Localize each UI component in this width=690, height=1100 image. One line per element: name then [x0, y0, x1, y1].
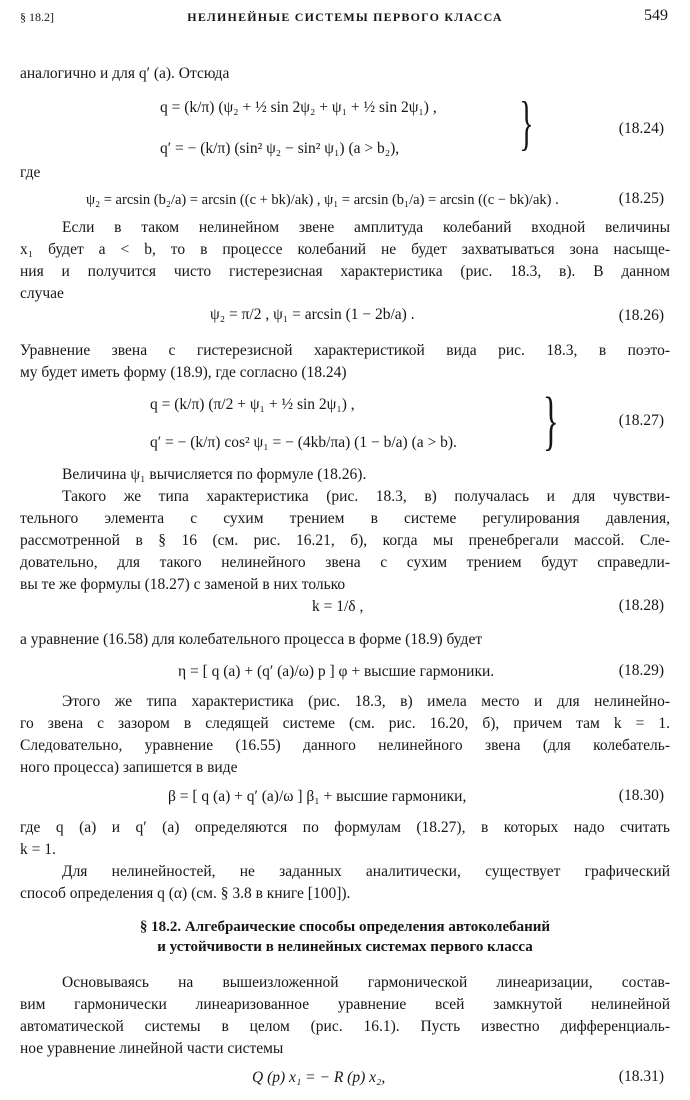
equation-18-26: ψ₂ = π/2 , ψ₁ = arcsin (1 − 2b/a) .	[210, 306, 415, 323]
text-line: Следовательно, уравнение (16.55) данного нелинейного звена (для колебатель-	[20, 737, 670, 754]
text-line: автоматической системы в целом (рис. 16.1). Пусть известно дифференциаль-	[20, 1018, 670, 1035]
text-line: Если в таком нелинейном звене амплитуда колебаний входной величины	[62, 219, 670, 236]
right-brace: }	[519, 90, 534, 156]
text-line: способ определения q (α) (см. § 3.8 в книге [100]).	[20, 885, 351, 902]
right-brace: }	[542, 384, 559, 457]
equation-number: (18.28)	[618, 597, 664, 614]
equation-number: (18.25)	[618, 190, 664, 207]
equation-18-31: Q (p) x₁ = − R (p) x₂,	[252, 1069, 386, 1086]
section-heading-line-1: § 18.2. Алгебраические способы определения автоколебаний	[139, 919, 551, 935]
text-line: а уравнение (16.58) для колебательного процесса в форме (18.9) будет	[20, 631, 483, 648]
equation-18-27-b: q′ = − (k/π) cos² ψ₁ = − (4kb/πa) (1 − b/a) (a > b).	[150, 434, 457, 451]
text-line: го звена с зазором в следящей системе (см. рис. 16.20, б), причем там k = 1.	[20, 715, 670, 732]
section-heading-line-2: и устойчивости в нелинейных системах первого класса	[157, 939, 533, 955]
equation-18-27-a: q = (k/π) (π/2 + ψ₁ + ½ sin 2ψ₁) ,	[150, 396, 355, 413]
equation-18-28: k = 1/δ ,	[312, 598, 364, 615]
section-ref: § 18.2]	[20, 10, 54, 24]
equation-number: (18.26)	[618, 307, 664, 324]
text-line: рассмотренной в § 16 (см. рис. 16.21, б), когда мы пренебрегали массой. Сле-	[20, 532, 670, 549]
text-line: x₁ будет a < b, то в процессе колебаний не будет захватываться зона насыще-	[20, 241, 670, 258]
equation-18-24-a: q = (k/π) (ψ₂ + ½ sin 2ψ₂ + ψ₁ + ½ sin 2ψ₁) ,	[160, 99, 437, 116]
text-line: Уравнение звена с гистерезисной характеристикой вида рис. 18.3, в поэто-	[20, 342, 670, 359]
text-line: му будет иметь форму (18.9), где согласно (18.24)	[20, 364, 347, 381]
equation-number: (18.29)	[618, 662, 664, 679]
text-line: где	[20, 164, 41, 181]
text-line: Такого же типа характеристика (рис. 18.3, в) получалась и для чувстви-	[62, 488, 670, 505]
text-line: ния и получится чисто гистерезисная характеристика (рис. 18.3, в). В данном	[20, 263, 670, 280]
equation-18-25: ψ₂ = arcsin (b₂/a) = arcsin ((c + bk)/ak) , ψ₁ = arcsin (b₁/a) = arcsin ((c − bk)/ak) .	[86, 192, 559, 208]
text-line: ное уравнение линейной части системы	[20, 1040, 284, 1057]
text-line: Этого же типа характеристика (рис. 18.3, в) имела место и для нелинейно-	[62, 693, 670, 710]
text-line: k = 1.	[20, 841, 56, 858]
equation-number: (18.27)	[618, 412, 664, 429]
equation-number: (18.30)	[618, 787, 664, 804]
text-line: Основываясь на вышеизложенной гармонической линеаризации, состав-	[62, 974, 670, 991]
equation-18-29: η = [ q (a) + (q′ (a)/ω) p ] φ + высшие гармоники.	[178, 663, 495, 680]
equation-18-24-b: q′ = − (k/π) (sin² ψ₂ − sin² ψ₁) (a > b₂),	[160, 140, 400, 157]
running-title: НЕЛИНЕЙНЫЕ СИСТЕМЫ ПЕРВОГО КЛАССА	[187, 10, 503, 24]
equation-18-30: β = [ q (a) + q′ (a)/ω ] β₁ + высшие гармоники,	[168, 788, 467, 805]
text-line: аналогично и для q′ (a). Отсюда	[20, 65, 230, 82]
text-line: Величина ψ₁ вычисляется по формуле (18.26).	[62, 466, 367, 483]
page-number: 549	[644, 7, 668, 24]
text-line: довательно, для такого нелинейного звена с сухим трением будут справедли-	[20, 554, 670, 571]
text-line: тельного элемента с сухим трением в системе регулирования давления,	[20, 510, 670, 527]
text-line: ного процесса) запишется в виде	[20, 759, 238, 776]
equation-number: (18.24)	[618, 120, 664, 137]
text-line: вим гармонически линеаризованное уравнение всей замкнутой нелинейной	[20, 996, 670, 1013]
text-line: где q (a) и q′ (a) определяются по формулам (18.27), в которых надо считать	[20, 819, 670, 836]
equation-number: (18.31)	[618, 1068, 664, 1085]
text-line: случае	[20, 285, 64, 302]
text-line: Для нелинейностей, не заданных аналитически, существует графический	[62, 863, 670, 880]
text-line: вы те же формулы (18.27) с заменой в них только	[20, 576, 346, 593]
